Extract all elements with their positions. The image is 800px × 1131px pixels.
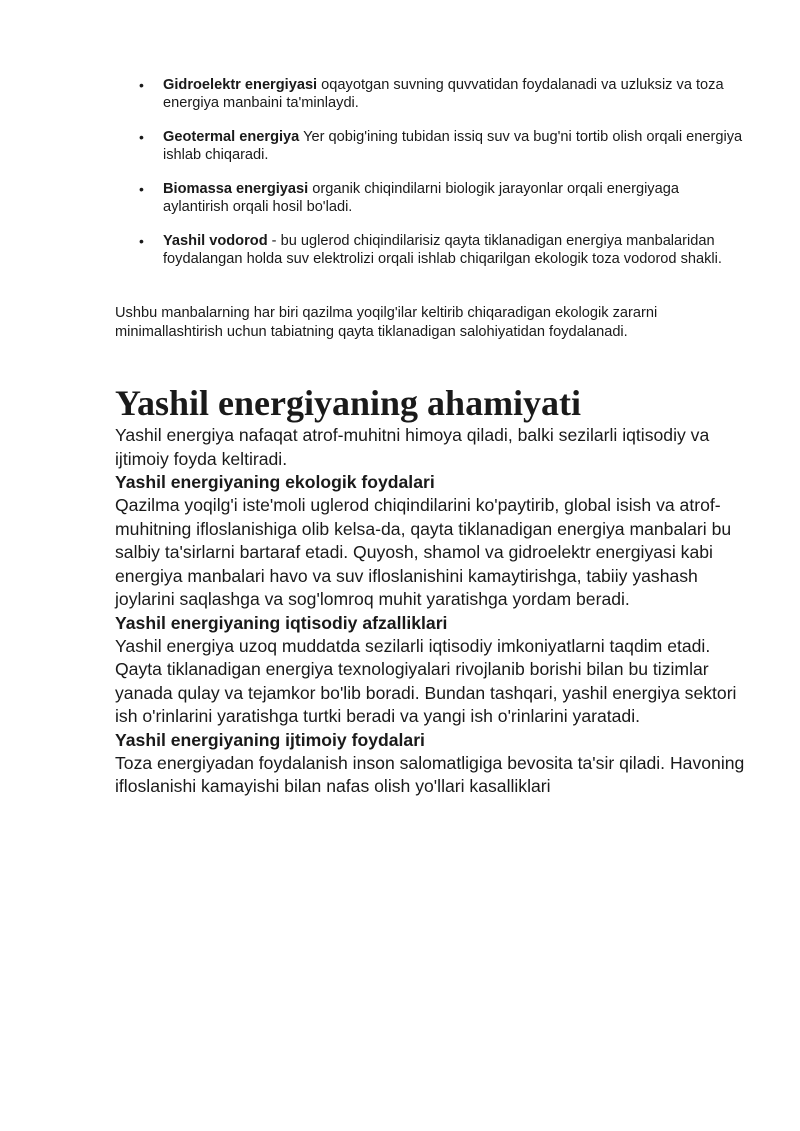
document-page: [115, 76, 745, 799]
subsection-heading-ecological: Yashil energiyaning ekologik foydalari: [115, 472, 435, 492]
list-item-term: Yashil vodorod: [163, 233, 268, 249]
list-item-term: Biomassa energiyasi: [163, 181, 309, 197]
intro-paragraph: Yashil energiya nafaqat atrof-muhitni himoya qiladi, balki sezilarli iqtisodiy va ijtimoiy foyda keltiradi.: [115, 425, 710, 469]
summary-paragraph: Ushbu manbalarning har biri qazilma yoqilg'ilar keltirib chiqaradigan ekologik zararni minimallashtirish uchun tabiatning qayta tiklanadigan salohiyatidan foydalanadi.: [115, 305, 658, 340]
subsection-paragraph-ecological: Qazilma yoqilg'i iste'moli uglerod chiqindilarini ko'paytirib, global isish va atrof-muhitning ifloslanishiga olib kelsa-da, qayta tiklanadigan energiya manbalari bu salbiy ta'sirlarni bartaraf etadi. Quyosh, shamol va gidroelektr energiyasi kabi energiya manbalari havo va suv ifloslanishini kamaytirishga, tabiiy yashash joylarini saqlashga va sog'lomroq muhit yaratishga yordam beradi.: [115, 495, 732, 609]
bullet-icon: •: [139, 129, 144, 145]
section-heading: Yashil energiyaning ahamiyati: [115, 383, 582, 423]
energy-sources-list: [115, 76, 745, 268]
bullet-icon: •: [139, 233, 144, 249]
list-item: [115, 76, 745, 112]
bullet-icon: •: [139, 181, 144, 197]
list-item: [115, 232, 745, 268]
list-item-term: Gidroelektr energiyasi: [163, 77, 318, 93]
list-item: [115, 128, 745, 164]
subsection-paragraph-economic: Yashil energiya uzoq muddatda sezilarli iqtisodiy imkoniyatlarni taqdim etadi. Qayta tiklanadigan energiya texnologiyalari rivojlanib borishi bilan bu tizimlar yanada qulay va tejamkor bo'lib boradi. Bundan tashqari, yashil energiya sektori ish o'rinlarini yaratishga turtki beradi va yangi ish o'rinlarini yaratadi.: [115, 635, 737, 726]
list-item-description: organik chiqindilarni biologik jarayonlar orqali energiyaga aylantirish orqali hosil bo'ladi.: [163, 181, 679, 215]
list-item-description: - bu uglerod chiqindilarisiz qayta tiklanadigan energiya manbalaridan foydalangan holda suv elektrolizi orqali ishlab chiqarilgan ekologik toza vodorod shakli.: [163, 233, 722, 267]
subsection-paragraph-social: Toza energiyadan foydalanish inson salomatligiga bevosita ta'sir qiladi. Havoning ifloslanishi kamayishi bilan nafas olish yo'llari kasalliklari: [115, 752, 745, 796]
list-item-description: oqayotgan suvning quvvatidan foydalanadi va uzluksiz va toza energiya manbaini ta'minlaydi.: [163, 77, 724, 111]
list-item-term: Geotermal energiya: [163, 129, 300, 145]
subsection-heading-social: Yashil energiyaning ijtimoiy foydalari: [115, 729, 425, 750]
list-item-description: Yer qobig'ining tubidan issiq suv va bug'ni tortib olish orqali energiya ishlab chiqaradi.: [163, 129, 743, 163]
subsection-heading-economic: Yashil energiyaning iqtisodiy afzalliklari: [115, 612, 448, 633]
bullet-icon: •: [139, 77, 144, 93]
list-item: [115, 180, 745, 216]
